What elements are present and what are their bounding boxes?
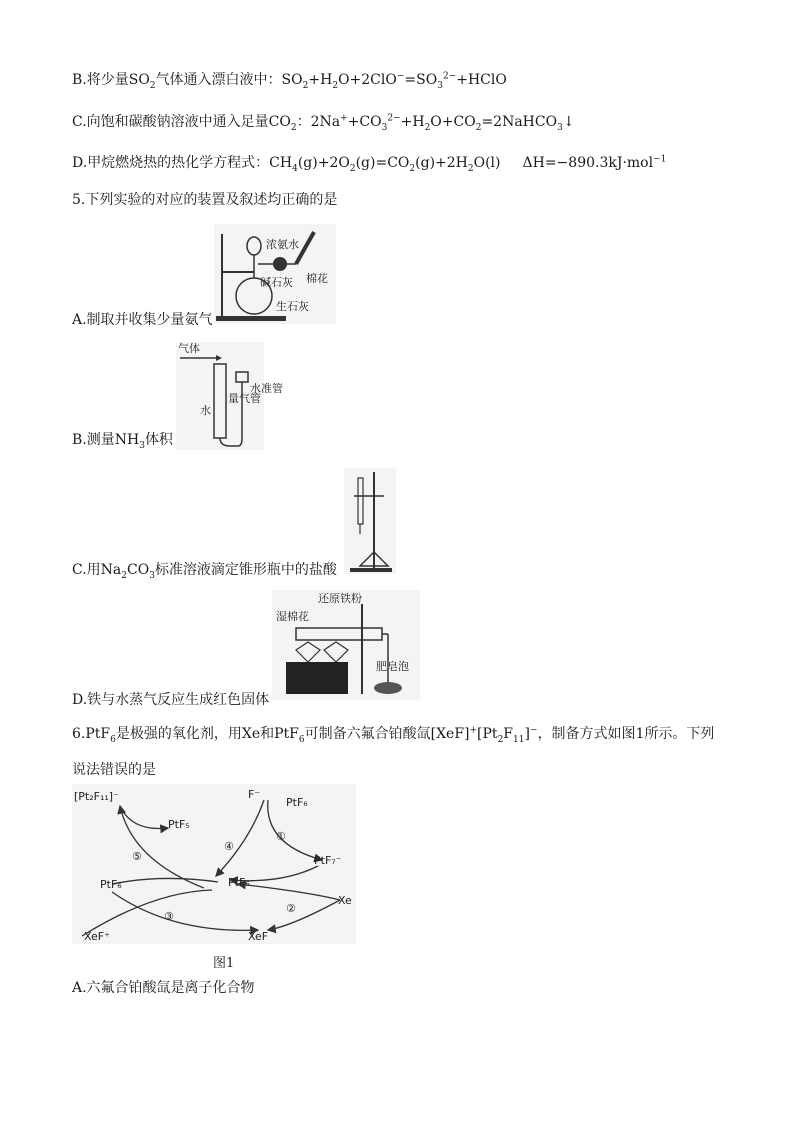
subscript: 2 [149, 80, 156, 91]
option-label: C. [72, 114, 87, 130]
subscript: 3 [381, 122, 388, 133]
figure-gas-volume-apparatus [176, 342, 283, 450]
option-label: B. [72, 72, 87, 88]
subscript: 3 [149, 570, 155, 581]
label-water: 水 [200, 404, 211, 417]
figure-ammonia-apparatus [214, 224, 336, 324]
superscript: 2− [387, 113, 401, 124]
label-wet-cotton: 湿棉花 [276, 610, 309, 623]
label-conc-ammonia: 浓氨水 [266, 238, 299, 251]
subscript: 3 [557, 122, 563, 133]
equation-part: (g)+2H [415, 155, 468, 171]
superscript: 2− [442, 71, 457, 82]
equation-part: +CO [347, 114, 382, 130]
node-xe: Xe [338, 894, 352, 907]
option-text: ：2Na [296, 114, 341, 130]
stem-text: ] [524, 726, 530, 742]
equation-part: =SO [404, 72, 438, 88]
subscript: 4 [292, 163, 298, 174]
label-soda-lime: 碱石灰 [260, 276, 293, 289]
subscript: 11 [513, 734, 525, 745]
node-ptf6-anion: PtF₆⁻ [228, 876, 256, 889]
question-6-stem-line2: 说法错误的是 [72, 762, 156, 778]
down-arrow-icon: ↓ [562, 114, 575, 130]
label-soap-bubbles: 肥皂泡 [376, 660, 409, 673]
subscript: 6 [110, 734, 116, 745]
subscript: 3 [437, 80, 443, 91]
node-ptf6-top: PtF₆ [286, 796, 308, 809]
node-pt2f11: [Pt₂F₁₁]⁻ [74, 790, 119, 803]
figure-1-caption: 图1 [213, 956, 235, 971]
option-text: 气体通入漂白液中：SO [155, 72, 303, 88]
node-xef-bottom: XeF [248, 930, 269, 943]
question-5-stem: 5.下列实验的对应的装置及叙述均正确的是 [72, 192, 338, 208]
subscript: 2 [467, 163, 474, 174]
superscript: + [340, 113, 348, 124]
option-label: D. [72, 155, 88, 171]
subscript: 2 [332, 80, 339, 91]
node-fluoride: F⁻ [248, 788, 261, 801]
step-4: ④ [224, 840, 234, 853]
figure-titration-apparatus [344, 468, 396, 574]
superscript: − [529, 725, 538, 736]
subscript: 2 [290, 122, 297, 133]
label-quicklime: 生石灰 [276, 300, 309, 313]
subscript: 2 [349, 163, 356, 174]
option-4b [72, 70, 507, 90]
figure-iron-steam-apparatus [272, 590, 420, 700]
node-ptf6-left: PtF₆ [100, 878, 122, 891]
equation-part: (g)=CO [355, 155, 410, 171]
stem-text: 可制备六氟合铂酸氙[XeF] [304, 726, 470, 742]
node-xef-left: XeF⁺ [84, 930, 110, 943]
subscript: 3 [139, 440, 145, 451]
equation-part: =2NaHCO [481, 114, 558, 130]
q5-option-a: A.制取并收集少量氨气 [72, 312, 213, 328]
node-ptf5: PtF₅ [168, 818, 190, 831]
option-text: B.测量NH [72, 432, 140, 448]
subscript: 2 [497, 734, 504, 745]
equation-part: +H [308, 72, 333, 88]
figure-1-reaction-cycle [72, 784, 356, 944]
step-2: ② [286, 902, 296, 915]
subscript: 2 [409, 163, 416, 174]
option-text: 向饱和碳酸钠溶液中通入足量CO [86, 114, 291, 130]
subscript: 6 [298, 734, 305, 745]
superscript: − [396, 71, 405, 82]
q6-option-a: A.六氟合铂酸氙是离子化合物 [72, 980, 255, 996]
superscript: + [469, 725, 478, 736]
option-text: 标准溶液滴定锥形瓶中的盐酸 [154, 562, 337, 578]
label-gas: 气体 [178, 342, 200, 355]
subscript: 2 [475, 122, 482, 133]
option-text: 甲烷燃烧热的热化学方程式：CH [87, 155, 293, 171]
option-4d [72, 153, 666, 173]
equation-part: O+2ClO [338, 72, 397, 88]
question-6-stem [72, 724, 714, 744]
step-3: ③ [164, 910, 174, 923]
equation-part: O+CO [430, 114, 476, 130]
enthalpy-value: ΔH=−890.3kJ·mol [522, 155, 654, 171]
equation-part: +HClO [456, 72, 507, 88]
node-ptf7: PtF₇⁻ [314, 854, 342, 867]
stem-text: F [503, 726, 514, 742]
option-text: C.用Na [72, 562, 122, 578]
option-text: CO [127, 562, 150, 578]
subscript: 2 [302, 80, 309, 91]
label-leveling-tube: 水准管 [250, 382, 283, 395]
q5-option-b [72, 430, 173, 450]
subscript: 2 [121, 570, 127, 581]
option-4c [72, 112, 575, 132]
equation-part: O(l) [473, 155, 501, 171]
step-5: ⑤ [132, 850, 142, 863]
equation-part: (g)+2O [297, 155, 350, 171]
option-text: 将少量SO [86, 72, 150, 88]
superscript: −1 [653, 154, 667, 165]
stem-text: ，制备方式如图1所示。下列 [537, 726, 715, 742]
stem-text: [Pt [477, 726, 498, 742]
option-text: 体积 [144, 432, 173, 448]
equation-part: +H [400, 114, 425, 130]
stem-text: 6.PtF [72, 726, 111, 742]
step-1: ① [276, 830, 286, 843]
subscript: 2 [424, 122, 431, 133]
label-cotton: 棉花 [306, 272, 328, 285]
stem-text: 是极强的氧化剂，用Xe和PtF [115, 726, 299, 742]
q5-option-d: D.铁与水蒸气反应生成红色固体 [72, 692, 270, 708]
label-reduced-iron: 还原铁粉 [318, 592, 362, 605]
label-gas-burette: 量气管 [228, 392, 261, 405]
q5-option-c [72, 560, 337, 580]
